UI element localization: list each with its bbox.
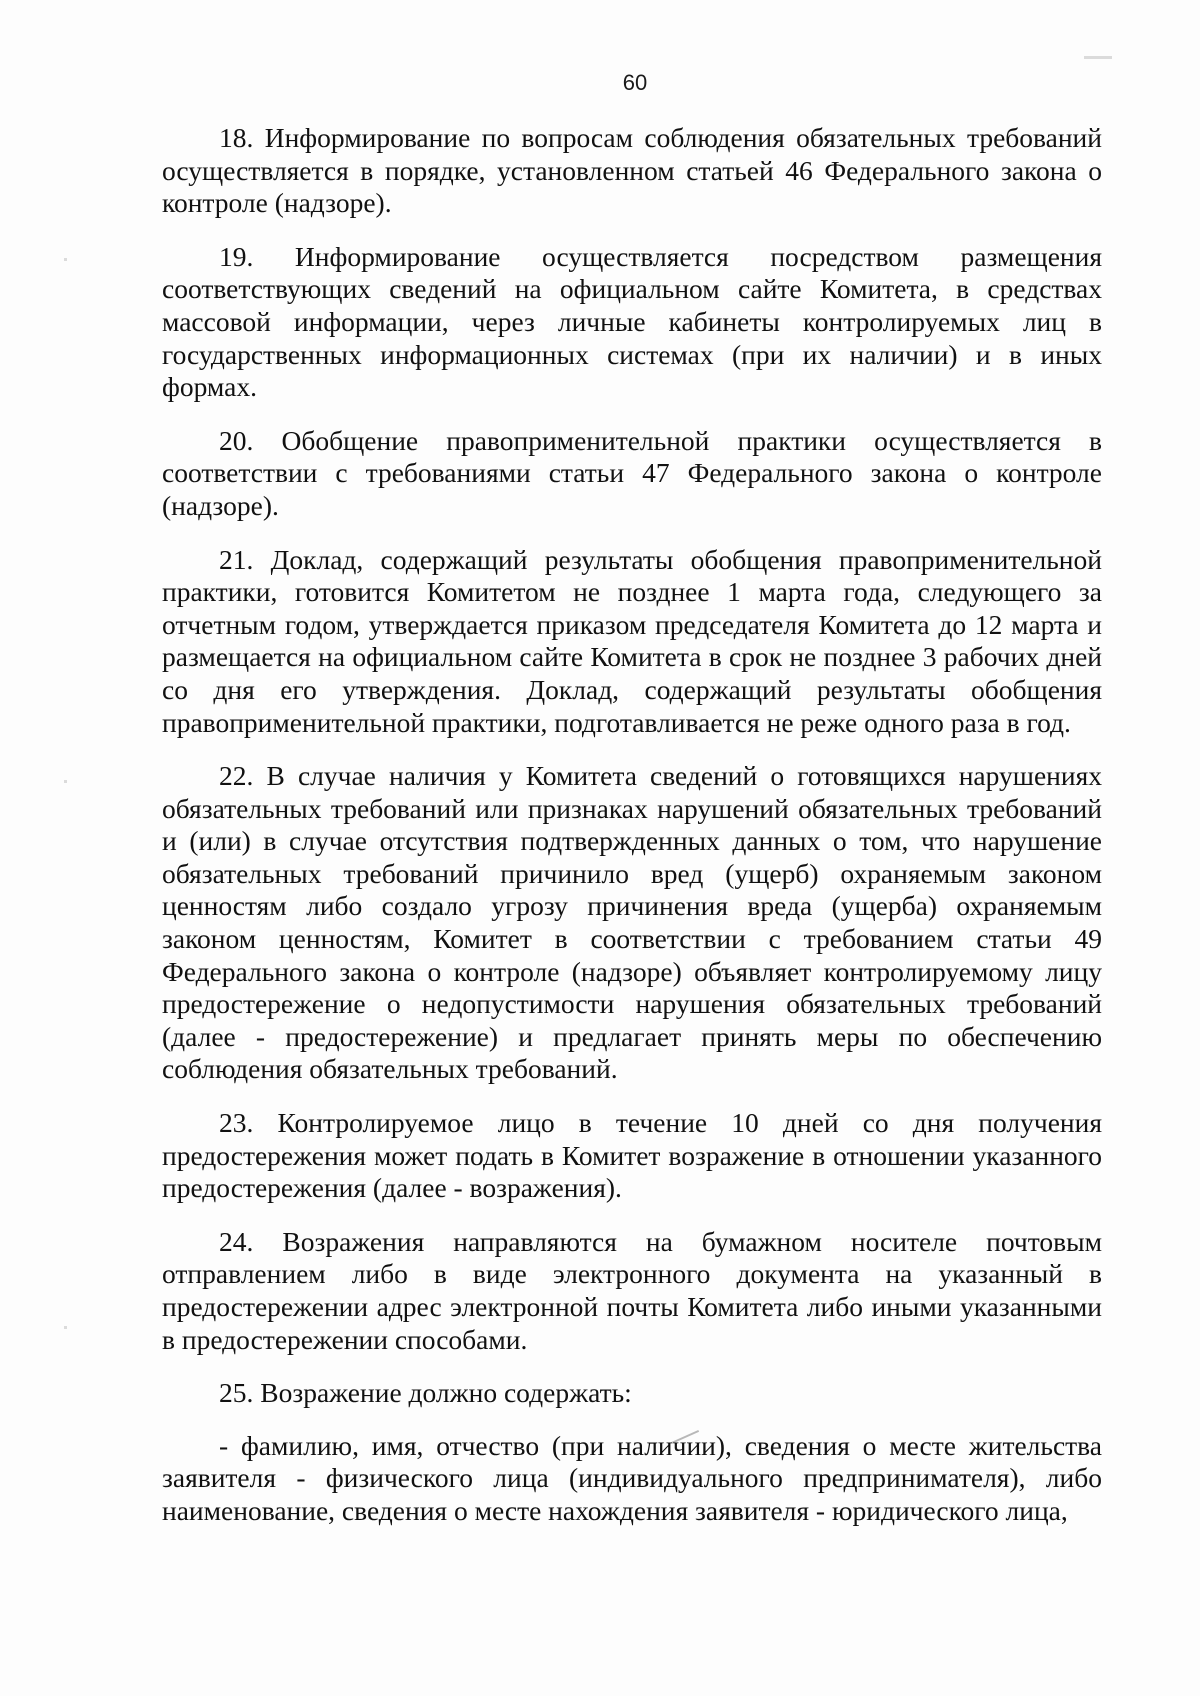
document-body: [162, 122, 1102, 1549]
paragraph-21: 21. Доклад, содержащий результаты обобщения правоприменительной практики, готовится Комитетом не позднее 1 марта года, следующего за отчетным годом, утверждается приказом председателя Комитета до 12 марта и размещается на официальном сайте Комитета в срок не позднее 3 рабочих дней со дня его утверждения. Доклад, содержащий результаты обобщения правоприменительной практики, подготавливается не реже одного раза в год.: [162, 543, 1102, 738]
paragraph-22: 22. В случае наличия у Комитета сведений о готовящихся нарушениях обязательных требований или признаках нарушений обязательных требований и (или) в случае отсутствия подтвержденных данных о том, что нарушение обязательных требований причинило вред (ущерб) охраняемым законом ценностям либо создало угрозу причинения вреда (ущерба) охраняемым законом ценностям, Комитет в соответствии с требованием статьи 49 Федерального закона о контроле (надзоре) объявляет контролируемому лицу предостережение о недопустимости нарушения обязательных требований (далее - предостережение) и предлагает принять меры по обеспечению соблюдения обязательных требований.: [162, 760, 1102, 1085]
paragraph-20: 20. Обобщение правоприменительной практики осуществляется в соответствии с требованиями статьи 47 Федерального закона о контроле (надзоре).: [162, 424, 1102, 521]
paragraph-18: 18. Информирование по вопросам соблюдения обязательных требований осуществляется в порядке, установленном статьей 46 Федерального закона о контроле (надзоре).: [162, 122, 1102, 219]
paragraph-24: 24. Возражения направляются на бумажном носителе почтовым отправлением либо в виде электронного документа на указанный в предостережении адрес электронной почты Комитета либо иными указанными в предостережении способами.: [162, 1225, 1102, 1355]
scan-speck: [64, 1326, 67, 1329]
scan-smudge: [1084, 56, 1112, 59]
paragraph-19: 19. Информирование осуществляется посредством размещения соответствующих сведений на официальном сайте Комитета, в средствах массовой информации, через личные кабинеты контролируемых лиц в государственных информационных системах (при их наличии) и в иных формах.: [162, 240, 1102, 403]
paragraph-25: 25. Возражение должно содержать:: [219, 1377, 632, 1409]
paragraph-23: 23. Контролируемое лицо в течение 10 дней со дня получения предостережения может подать в Комитет возражение в отношении указанного предостережения (далее - возражения).: [162, 1107, 1102, 1204]
paragraph-25-item-1: - фамилию, имя, отчество (при наличии), сведения о месте жительства заявителя - физического лица (индивидуального предпринимателя), либо наименование, сведения о месте нахождения заявителя - юридического лица,: [162, 1429, 1102, 1526]
scan-speck: [64, 780, 67, 783]
scan-speck: [64, 258, 67, 261]
page-number: 60: [622, 70, 648, 95]
